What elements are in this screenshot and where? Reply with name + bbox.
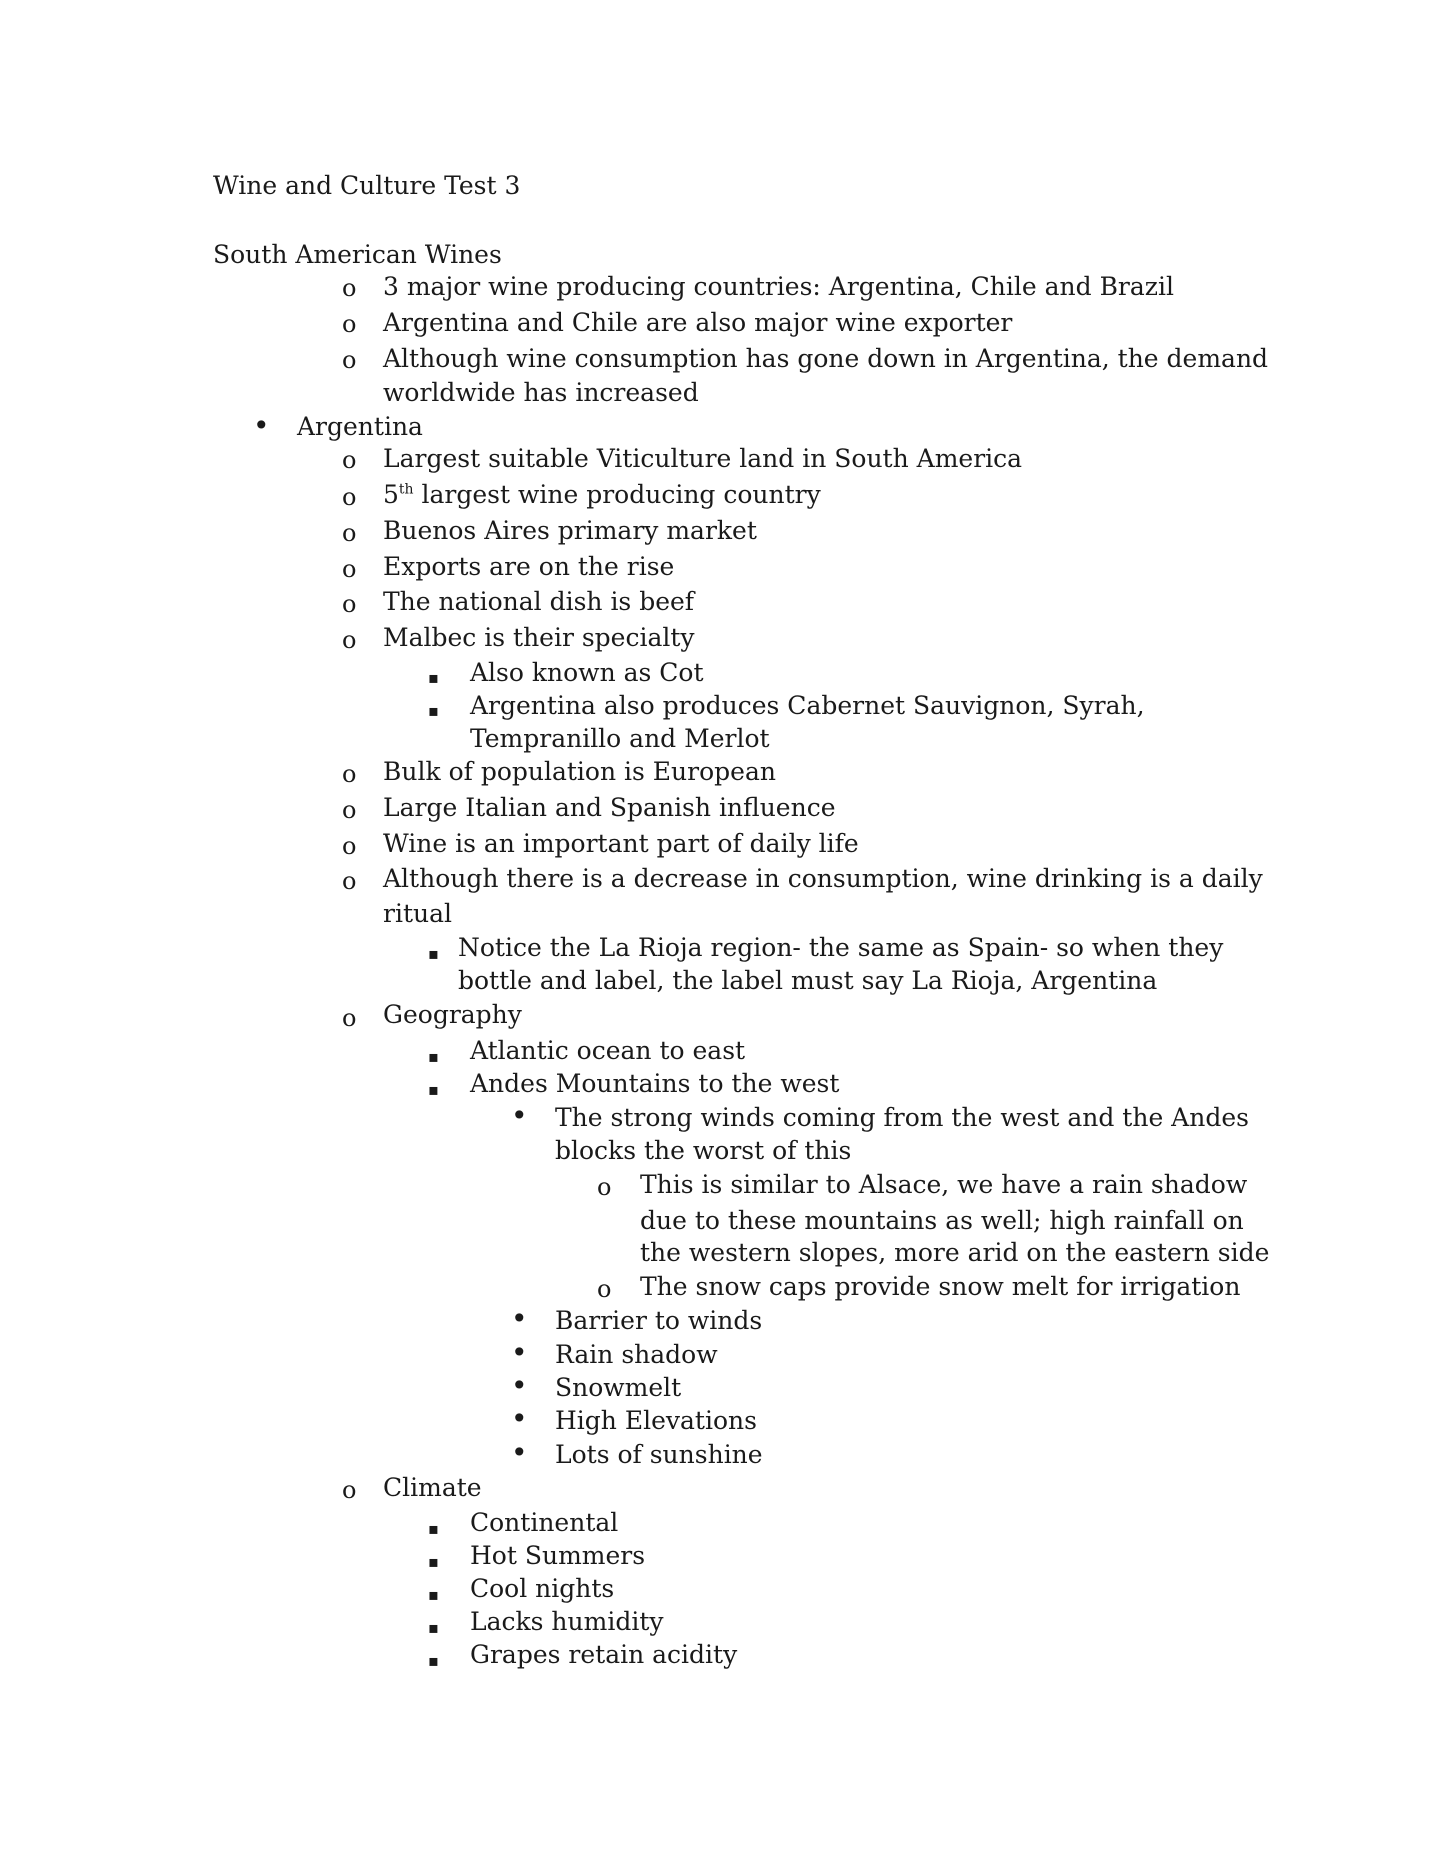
list-item: Climate (383, 1473, 482, 1502)
list-item: Atlantic ocean to east (470, 1036, 746, 1065)
list-item: Barrier to winds (555, 1306, 763, 1335)
bullet-icon: • (511, 1436, 528, 1469)
circle-bullet-icon: o (342, 483, 357, 511)
list-item: Wine is an important part of daily life (383, 829, 859, 858)
list-item: Lots of sunshine (555, 1440, 763, 1469)
circle-bullet-icon: o (342, 1476, 357, 1504)
list-item (383, 478, 821, 511)
section-heading: South American Wines (213, 240, 502, 269)
ordinal-suffix: th (398, 481, 414, 498)
square-bullet-icon: ▪ (428, 701, 439, 720)
square-bullet-icon: ▪ (428, 1047, 439, 1066)
ordinal-number: 5 (383, 480, 399, 509)
list-item: Argentina and Chile are also major wine exporter (383, 308, 1013, 337)
list-item: Geography (383, 1000, 522, 1029)
circle-bullet-icon: o (342, 346, 357, 374)
list-item: Notice the La Rioja region- the same as Spain- so when they (458, 933, 1224, 962)
list-item-continuation: ritual (383, 899, 452, 928)
bullet-icon: • (511, 1302, 528, 1335)
circle-bullet-icon: o (342, 555, 357, 583)
list-item: Cool nights (470, 1574, 615, 1603)
square-bullet-icon: ▪ (428, 1585, 439, 1604)
list-item: The national dish is beef (383, 587, 695, 616)
list-item-continuation: blocks the worst of this (555, 1136, 852, 1165)
square-bullet-icon: ▪ (428, 668, 439, 687)
list-item: Largest suitable Viticulture land in South America (383, 444, 1023, 473)
list-item: Also known as Cot (470, 658, 704, 687)
square-bullet-icon: ▪ (428, 944, 439, 963)
square-bullet-icon: ▪ (428, 1552, 439, 1571)
circle-bullet-icon: o (342, 832, 357, 860)
list-item: Continental (470, 1508, 619, 1537)
bullet-icon: • (511, 1099, 528, 1132)
circle-bullet-icon: o (342, 796, 357, 824)
list-item: This is similar to Alsace, we have a rain shadow (640, 1170, 1248, 1199)
list-item: Lacks humidity (470, 1607, 664, 1636)
list-item: Exports are on the rise (383, 552, 675, 581)
list-item: Although there is a decrease in consumption, wine drinking is a daily (383, 864, 1263, 893)
list-item: The snow caps provide snow melt for irrigation (640, 1272, 1241, 1301)
list-item-continuation: bottle and label, the label must say La Rioja, Argentina (458, 966, 1158, 995)
list-item: Andes Mountains to the west (470, 1069, 840, 1098)
circle-bullet-icon: o (342, 1004, 357, 1032)
bullet-icon: • (511, 1402, 528, 1435)
list-item: High Elevations (555, 1406, 757, 1435)
list-item: Buenos Aires primary market (383, 516, 757, 545)
circle-bullet-icon: o (342, 590, 357, 618)
circle-bullet-icon: o (342, 446, 357, 474)
list-item: The strong winds coming from the west and the Andes (555, 1103, 1249, 1132)
circle-bullet-icon: o (342, 274, 357, 302)
list-item: Argentina (297, 412, 423, 441)
list-item-text: largest wine producing country (413, 480, 821, 509)
list-item: Bulk of population is European (383, 757, 776, 786)
circle-bullet-icon: o (342, 867, 357, 895)
square-bullet-icon: ▪ (428, 1618, 439, 1637)
list-item-continuation: worldwide has increased (383, 378, 699, 407)
bullet-icon: • (253, 409, 270, 442)
list-item-continuation: Tempranillo and Merlot (470, 724, 770, 753)
list-item: Although wine consumption has gone down in Argentina, the demand (383, 344, 1269, 373)
document-title: Wine and Culture Test 3 (213, 171, 521, 200)
bullet-icon: • (511, 1336, 528, 1369)
list-item-continuation: the western slopes, more arid on the eastern side (640, 1238, 1270, 1267)
list-item: Hot Summers (470, 1541, 646, 1570)
list-item: Grapes retain acidity (470, 1640, 738, 1669)
circle-bullet-icon: o (597, 1275, 612, 1303)
square-bullet-icon: ▪ (428, 1080, 439, 1099)
list-item: Argentina also produces Cabernet Sauvignon, Syrah, (470, 691, 1145, 720)
circle-bullet-icon: o (342, 760, 357, 788)
square-bullet-icon: ▪ (428, 1651, 439, 1670)
list-item: Malbec is their specialty (383, 623, 695, 652)
circle-bullet-icon: o (597, 1173, 612, 1201)
circle-bullet-icon: o (342, 310, 357, 338)
square-bullet-icon: ▪ (428, 1519, 439, 1538)
list-item-continuation: due to these mountains as well; high rainfall on (640, 1206, 1244, 1235)
list-item: 3 major wine producing countries: Argentina, Chile and Brazil (383, 272, 1174, 301)
bullet-icon: • (511, 1369, 528, 1402)
circle-bullet-icon: o (342, 626, 357, 654)
list-item: Snowmelt (555, 1373, 682, 1402)
list-item: Rain shadow (555, 1340, 718, 1369)
circle-bullet-icon: o (342, 519, 357, 547)
list-item: Large Italian and Spanish influence (383, 793, 836, 822)
